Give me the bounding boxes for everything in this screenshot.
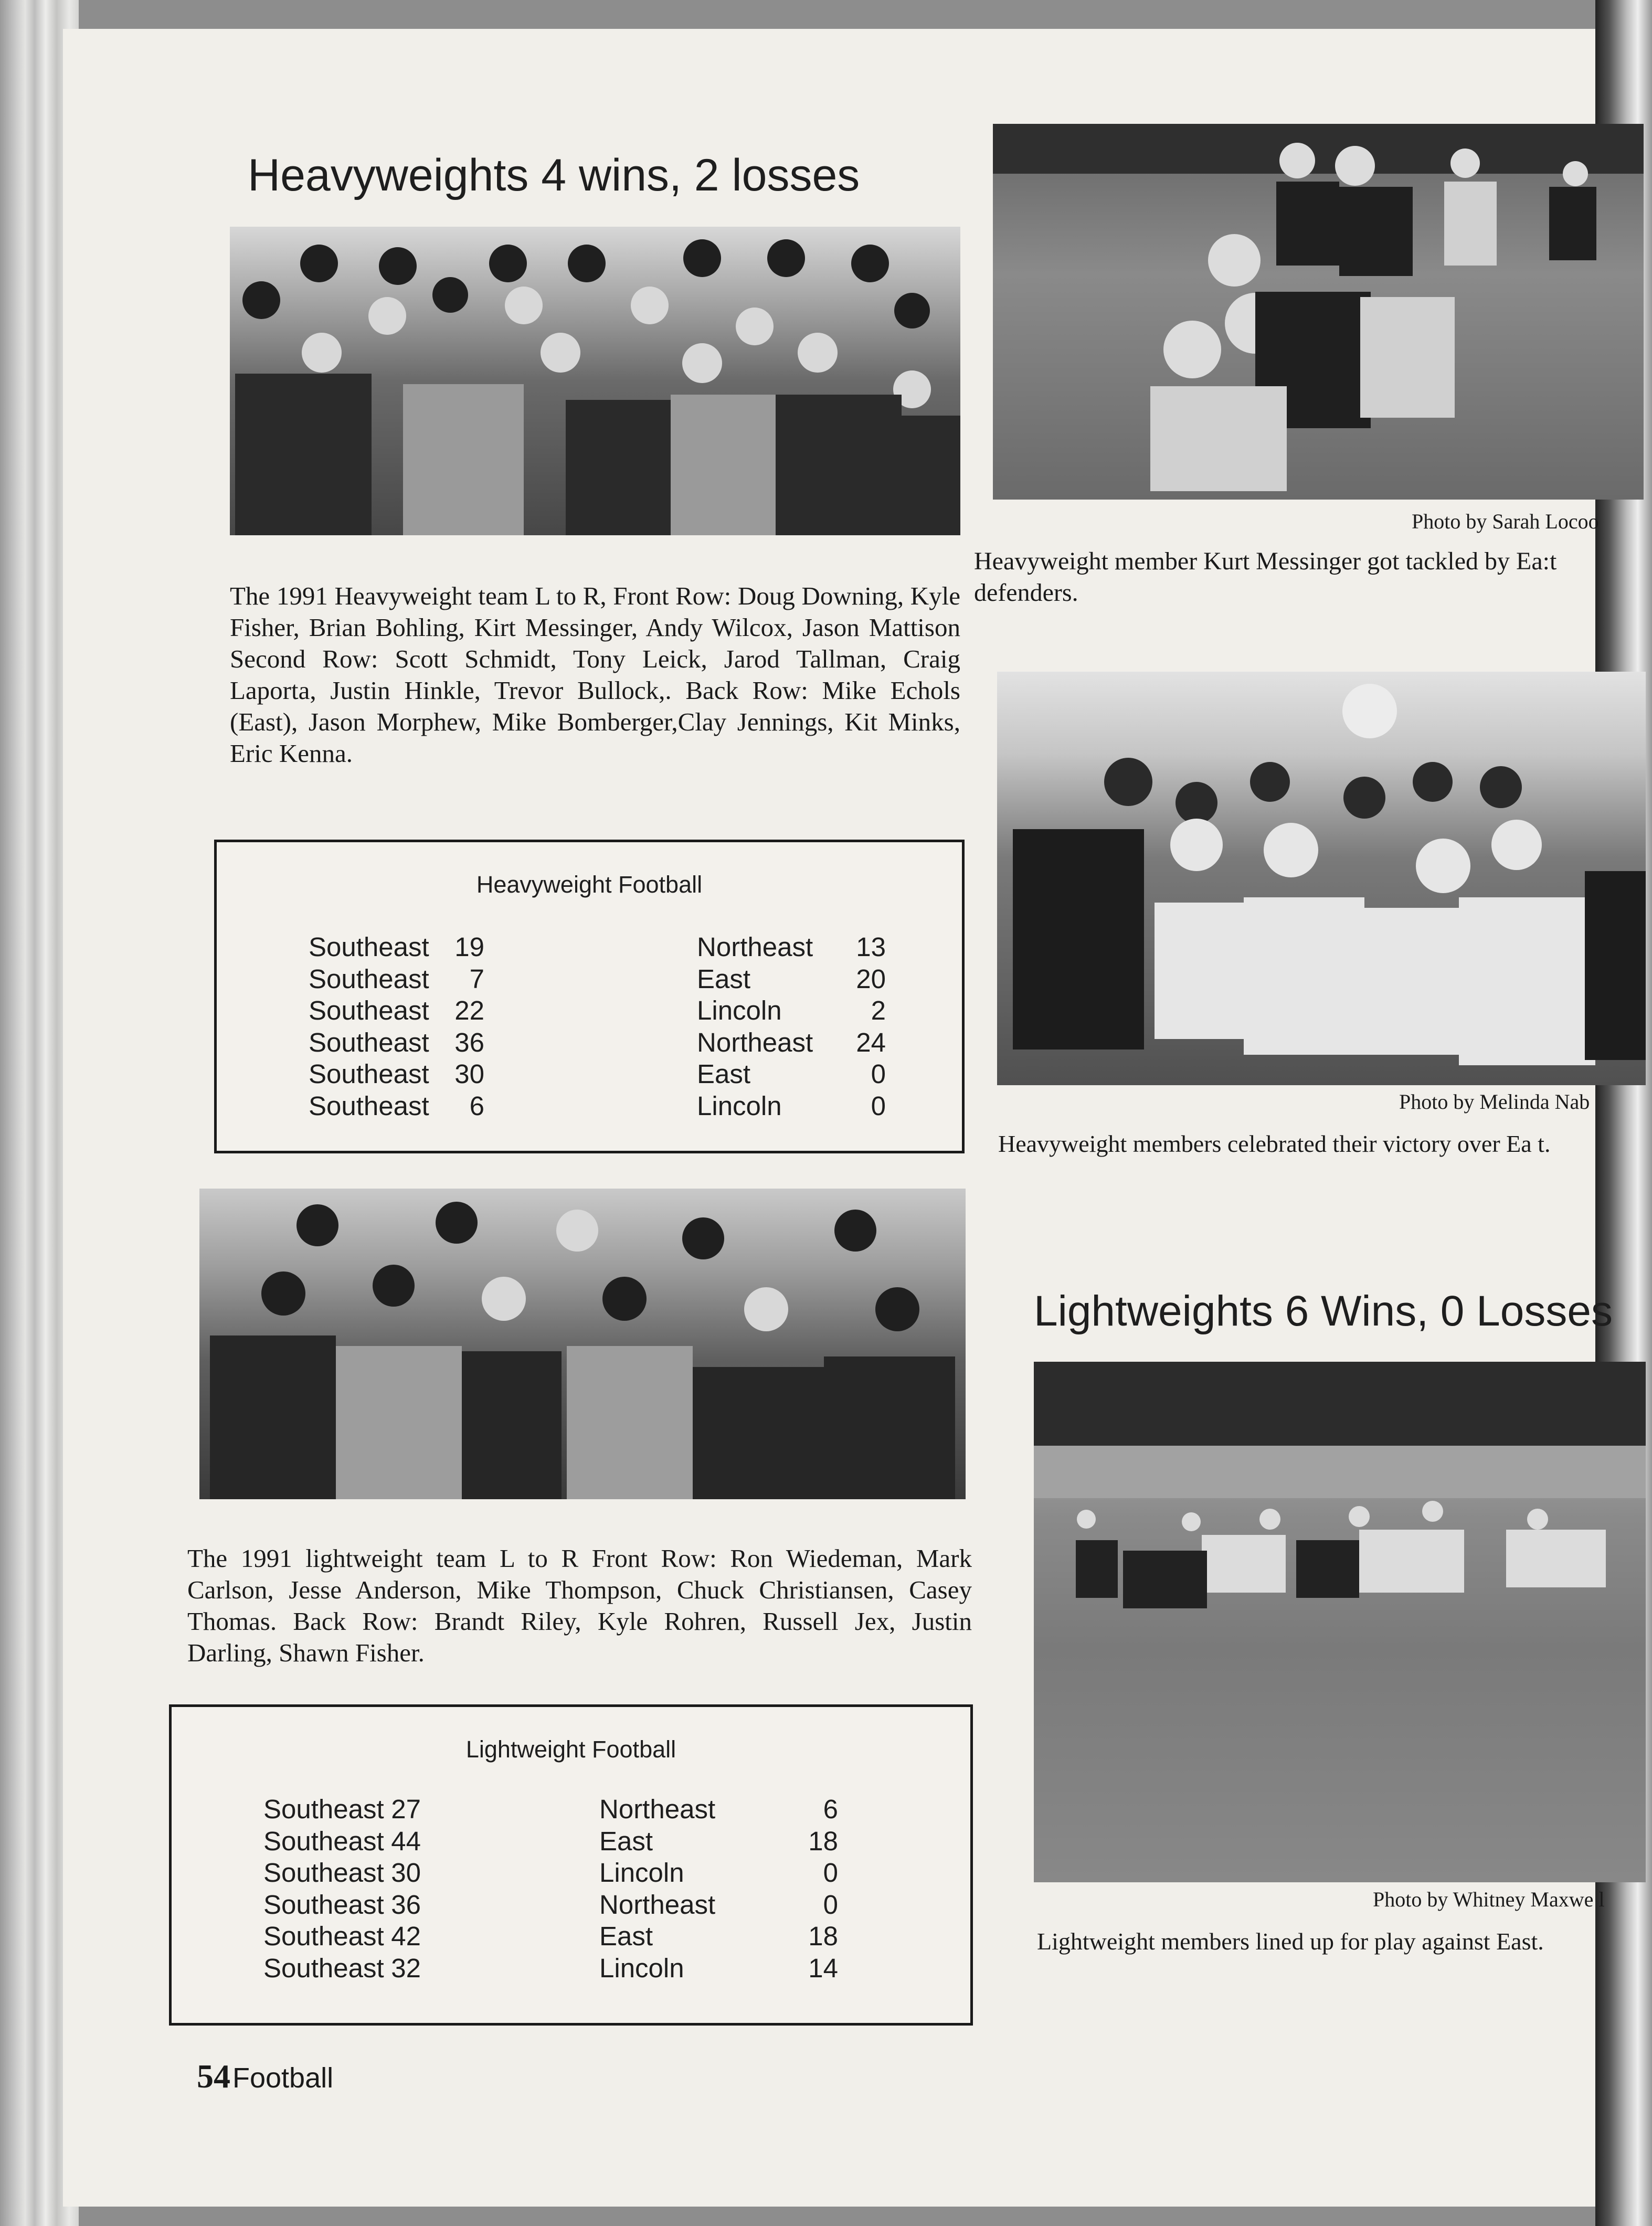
score-row: [263, 1921, 867, 1953]
opponent-name: East: [599, 1826, 653, 1856]
lineup-photo-scene: [1034, 1362, 1646, 1882]
team-name: Southeast: [263, 1826, 384, 1856]
score-row: [309, 1090, 896, 1122]
team-photo-figures: [230, 227, 960, 535]
score-row: [309, 995, 896, 1027]
lightweight-score-rows: [263, 1794, 867, 1984]
tackle-photo-scene: [993, 124, 1644, 500]
opponent-score: 6: [823, 1794, 838, 1824]
team-score: 30: [454, 1059, 484, 1089]
team-score: 22: [454, 995, 484, 1025]
opponent-score: 13: [856, 932, 886, 962]
team-score: 6: [469, 1090, 484, 1121]
opponent-score: 14: [808, 1953, 838, 1983]
opponent-score: 20: [856, 963, 886, 994]
opponent-name: Northeast: [697, 1027, 813, 1057]
opponent-name: Northeast: [599, 1794, 716, 1824]
score-row: [309, 1058, 896, 1090]
opponent-name: Lincoln: [599, 1858, 684, 1888]
opponent-name: East: [697, 1059, 751, 1089]
team-score: 27: [391, 1794, 421, 1824]
lightweight-scorebox: [169, 1704, 973, 2026]
opponent-score: 0: [871, 1090, 886, 1121]
team-name: Southeast: [309, 963, 429, 994]
team-name: Southeast: [309, 932, 429, 962]
opponent-name: Lincoln: [697, 1090, 782, 1121]
team-name: Southeast: [263, 1953, 384, 1983]
opponent-score: 24: [856, 1027, 886, 1057]
team-score: 36: [454, 1027, 484, 1057]
tackle-photo-credit: Photo by Sarah Locoo: [1412, 510, 1599, 533]
team-name: Southeast: [263, 1794, 384, 1824]
team-name: Southeast: [309, 1090, 429, 1121]
celebration-photo-credit: Photo by Melinda Nab: [1399, 1090, 1590, 1114]
team-score: 30: [391, 1858, 421, 1888]
tackle-photo: [993, 124, 1644, 500]
score-row: [263, 1953, 867, 1985]
team-name: Southeast: [263, 1921, 384, 1951]
tackle-photo-caption-line2: defenders.: [974, 579, 1078, 607]
lightweight-team-caption: The 1991 lightweight team L to R Front Row: Ron Wiedeman, Mark Carlson, Jesse Anderson, Mike Thompson, Chuck Christiansen, Casey Thomas. Back Row: Brandt Riley, Kyle Rohren, Russell Jex, Justin Darling, Shawn Fisher.: [187, 1544, 972, 1667]
page-number: 54: [197, 2058, 230, 2095]
opponent-name: East: [599, 1921, 653, 1951]
score-row: [263, 1826, 867, 1858]
heavyweights-heading: Heavyweights 4 wins, 2 losses: [248, 150, 860, 200]
score-row: [309, 963, 896, 995]
score-row: [263, 1794, 867, 1826]
heavyweight-team-photo: [230, 227, 960, 535]
heavyweight-score-rows: [309, 931, 896, 1122]
opponent-score: 18: [808, 1826, 838, 1856]
team-score: 32: [391, 1953, 421, 1983]
opponent-name: Lincoln: [599, 1953, 684, 1983]
opponent-name: East: [697, 963, 751, 994]
page-footer: [197, 2057, 333, 2096]
opponent-name: Northeast: [697, 932, 813, 962]
celebration-photo-caption: Heavyweight members celebrated their victory over Ea t.: [998, 1130, 1551, 1157]
section-name: Football: [232, 2062, 334, 2094]
opponent-name: Lincoln: [697, 995, 782, 1025]
celebration-photo: [997, 672, 1646, 1085]
team-name: Southeast: [309, 995, 429, 1025]
score-row: [263, 1889, 867, 1921]
team-photo-figures: [199, 1189, 966, 1499]
celebration-photo-scene: [997, 672, 1646, 1085]
team-score: 7: [469, 963, 484, 994]
team-score: 42: [391, 1921, 421, 1951]
opponent-name: Northeast: [599, 1889, 716, 1920]
lightweight-scorebox-title: Lightweight Football: [465, 1736, 676, 1763]
lineup-photo-credit: Photo by Whitney Maxwe l: [1373, 1888, 1605, 1911]
team-score: 19: [454, 932, 484, 962]
opponent-score: 0: [871, 1059, 886, 1089]
lineup-photo: [1034, 1362, 1646, 1882]
opponent-score: 0: [823, 1858, 838, 1888]
score-row: [309, 931, 896, 963]
lineup-photo-caption: Lightweight members lined up for play against East.: [1037, 1928, 1544, 1955]
lightweight-team-photo: [199, 1189, 966, 1499]
opponent-score: 0: [823, 1889, 838, 1920]
opponent-score: 18: [808, 1921, 838, 1951]
lightweights-heading: Lightweights 6 Wins, 0 Losses: [1034, 1287, 1613, 1335]
team-name: Southeast: [263, 1858, 384, 1888]
score-row: [309, 1027, 896, 1059]
team-name: Southeast: [309, 1059, 429, 1089]
team-score: 36: [391, 1889, 421, 1920]
heavyweight-scorebox: [214, 840, 965, 1153]
heavyweight-scorebox-title: Heavyweight Football: [476, 871, 703, 898]
team-score: 44: [391, 1826, 421, 1856]
tackle-photo-caption-line1: Heavyweight member Kurt Messinger got tackled by Ea:t: [974, 547, 1557, 575]
team-name: Southeast: [309, 1027, 429, 1057]
opponent-score: 2: [871, 995, 886, 1025]
team-name: Southeast: [263, 1889, 384, 1920]
heavyweight-team-caption: The 1991 Heavyweight team L to R, Front Row: Doug Downing, Kyle Fisher, Brian Bohling, Kirt Messinger, Andy Wilcox, Jason Mattison Second Row: Scott Schmidt, Tony Leick, Jarod Tallman, Craig Laporta, Justin Hinkle, Trevor Bullock,. Back Row: Mike Echols (East), Jason Morphew, Mike Bomberger,Clay Jennings, Kit Minks, Eric Kenna.: [230, 581, 960, 768]
score-row: [263, 1857, 867, 1889]
